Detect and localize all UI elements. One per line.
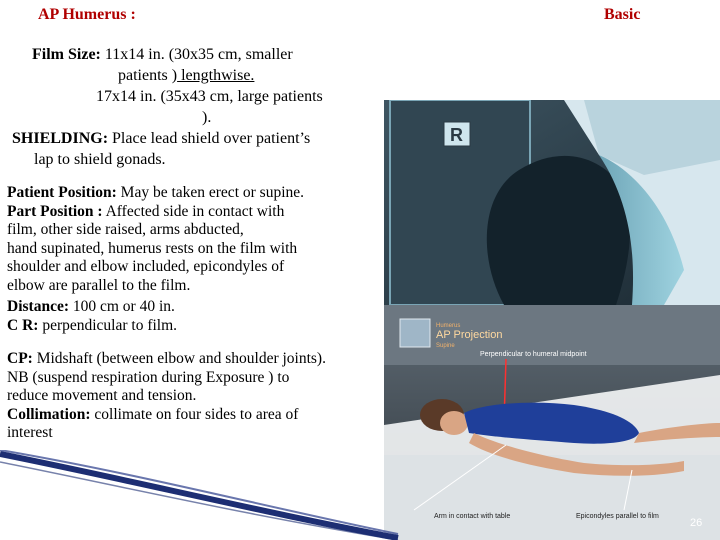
central-ray-text: perpendicular to film.: [38, 316, 178, 334]
callout-arm: Arm in contact with table: [434, 513, 511, 520]
callout-epicondyles: Epicondyles parallel to film: [576, 513, 659, 520]
supine-ap-projection-photo: [384, 305, 720, 540]
shielding-line1: Place lead shield over patient’s: [108, 130, 311, 147]
decorative-swoosh: [0, 450, 400, 540]
part-position-label: Part Position :: [7, 202, 103, 220]
cp-label: CP:: [7, 350, 33, 367]
film-size-block: [8, 44, 380, 170]
r-marker: R: [450, 125, 463, 145]
collimation-label: Collimation:: [7, 405, 91, 423]
part-position-line4: shoulder and elbow included, epicondyles of: [7, 258, 285, 275]
central-point-block: [7, 350, 387, 443]
callout-perpendicular: Perpendicular to humeral midpoint: [480, 351, 587, 358]
film-size-line3: 17x14 in. (35x43 cm, large patients: [96, 88, 323, 105]
patient-position-label: Patient Position:: [7, 184, 117, 201]
caption-ap-projection: AP Projection: [436, 329, 503, 341]
film-size-line1: 11x14 in. (30x35 cm, smaller: [100, 46, 293, 63]
page-number: 26: [690, 517, 703, 529]
shielding-line2: lap to shield gonads.: [34, 151, 166, 168]
film-size-line2a: patients ): [118, 67, 178, 84]
slide-title: AP Humerus :: [38, 6, 136, 23]
central-ray-label: C R:: [7, 316, 39, 334]
distance-text: 100 cm or 40 in.: [69, 298, 175, 315]
part-position-line5: elbow are parallel to the film.: [7, 276, 191, 294]
distance-label: Distance:: [7, 298, 69, 315]
nb-line2: reduce movement and tension.: [7, 387, 197, 404]
film-size-line2b: lengthwise.: [177, 67, 255, 84]
film-size-label: Film Size:: [32, 46, 101, 63]
part-position-line1: Affected side in contact with: [102, 202, 285, 220]
erect-position-photo: [384, 100, 720, 305]
patient-position-text: May be taken erect or supine.: [116, 184, 304, 201]
caption-supine: Supine: [436, 343, 455, 349]
part-position-line3: hand supinated, humerus rests on the film with: [7, 239, 298, 257]
cp-text: Midshaft (between elbow and shoulder joints).: [32, 350, 326, 367]
collimation-line2: interest: [7, 424, 53, 441]
positioning-block: [7, 184, 383, 335]
shielding-label: SHIELDING:: [12, 130, 109, 147]
part-position-line2: film, other side raised, arms abducted,: [7, 221, 244, 238]
nb-line1: NB (suspend respiration during Exposure ) to: [7, 368, 290, 386]
logo-icon: [400, 319, 430, 347]
supine-projection-illustration: [384, 305, 720, 540]
caption-humerus: Humerus: [436, 323, 461, 329]
film-size-line4: ).: [202, 109, 212, 126]
collimation-line1: collimate on four sides to area of: [90, 405, 299, 423]
basic-badge: Basic: [604, 6, 641, 23]
erect-position-illustration: [384, 100, 720, 305]
